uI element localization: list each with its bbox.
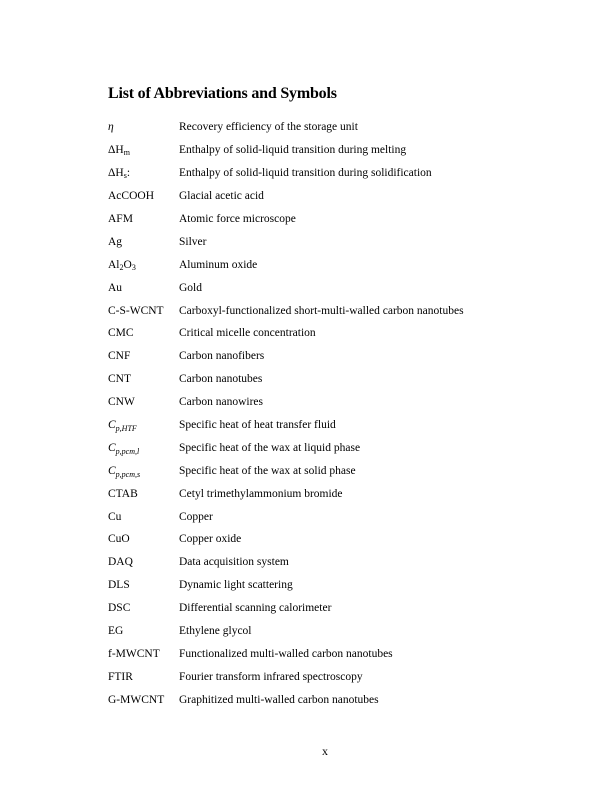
list-item (108, 322, 528, 345)
list-item (108, 642, 528, 665)
definition: Silver (179, 235, 207, 248)
definition: Critical micelle concentration (179, 327, 316, 340)
abbreviation: $Al_2O_3$ (108, 258, 136, 272)
list-item (108, 574, 528, 597)
definition: Specific heat of heat transfer fluid (179, 419, 336, 432)
list-item (108, 551, 528, 574)
definition: Differential scanning calorimeter (179, 602, 332, 615)
list-item (108, 185, 528, 208)
definition: Enthalpy of solid-liquid transition during solidification (179, 167, 432, 180)
definition: Ethylene glycol (179, 625, 252, 638)
abbreviation: $\Delta H_m$ (108, 144, 130, 158)
list-item (108, 299, 528, 322)
definition: Aluminum oxide (179, 258, 258, 271)
list-item (108, 597, 528, 620)
definition: Copper (179, 510, 213, 523)
abbreviation: CNF (108, 350, 131, 363)
definition: Carbon nanotubes (179, 373, 263, 386)
abbreviation: AcCOOH (108, 190, 154, 203)
definition: Carbon nanofibers (179, 350, 265, 363)
definition: Specific heat of the wax at liquid phase (179, 441, 361, 454)
abbreviation: DSC (108, 602, 131, 615)
definition: Glacial acetic acid (179, 190, 264, 203)
abbreviation: C-S-WCNT (108, 304, 164, 317)
definition: Specific heat of the wax at solid phase (179, 464, 356, 477)
abbreviation: f-MWCNT (108, 647, 160, 660)
list-item (108, 208, 528, 231)
list-item (108, 345, 528, 368)
abbreviation: $C_{p,pcm,l}$ (108, 441, 140, 456)
list-item (108, 414, 528, 437)
abbreviation: Au (108, 281, 123, 294)
definition: Carboxyl-functionalized short-multi-walled carbon nanotubes (179, 304, 464, 317)
abbreviation: η (108, 121, 114, 134)
list-item (108, 139, 528, 162)
definition: Functionalized multi-walled carbon nanotubes (179, 647, 393, 660)
list-item (108, 620, 528, 643)
list-item (108, 436, 528, 459)
abbreviation: Cu (108, 510, 122, 523)
abbreviation: $\Delta H_s$: (108, 167, 131, 181)
abbreviation: DAQ (108, 556, 133, 569)
page-number: x (322, 744, 328, 758)
list-item (108, 459, 528, 482)
definition: Data acquisition system (179, 556, 289, 569)
abbreviation: $C_{p,pcm,s}$ (108, 464, 141, 479)
list-item (108, 162, 528, 185)
page-title: List of Abbreviations and Symbols (108, 85, 337, 102)
definition: Fourier transform infrared spectroscopy (179, 670, 363, 683)
list-item (108, 116, 528, 139)
list-item (108, 253, 528, 276)
abbreviation: CNW (108, 396, 135, 409)
definition: Enthalpy of solid-liquid transition during melting (179, 144, 407, 157)
definition: Graphitized multi-walled carbon nanotubes (179, 693, 379, 706)
abbreviation: DLS (108, 579, 130, 592)
definition: Cetyl trimethylammonium bromide (179, 487, 343, 500)
list-item (108, 665, 528, 688)
definition: Dynamic light scattering (179, 579, 293, 592)
definition: Carbon nanowires (179, 396, 263, 409)
definition: Copper oxide (179, 533, 242, 546)
abbreviation: CNT (108, 373, 131, 386)
abbreviation: $C_{p,HTF}$ (108, 419, 137, 434)
list-item (108, 482, 528, 505)
list-item (108, 276, 528, 299)
abbreviation: CuO (108, 533, 130, 546)
abbreviation: G-MWCNT (108, 693, 165, 706)
abbreviation: EG (108, 625, 124, 638)
abbreviation: AFM (108, 213, 133, 225)
list-item (108, 505, 528, 528)
list-item (108, 688, 528, 711)
abbreviation: Ag (108, 235, 123, 248)
list-item (108, 528, 528, 551)
definition: Gold (179, 281, 202, 294)
abbreviation: CMC (108, 327, 134, 340)
abbreviation: FTIR (108, 670, 133, 683)
definition: Recovery efficiency of the storage unit (179, 121, 358, 134)
list-item (108, 391, 528, 414)
abbreviation: CTAB (108, 487, 138, 500)
list-item (108, 368, 528, 391)
list-item (108, 230, 528, 253)
abbreviation-list (108, 116, 528, 711)
definition: Atomic force microscope (179, 213, 296, 225)
